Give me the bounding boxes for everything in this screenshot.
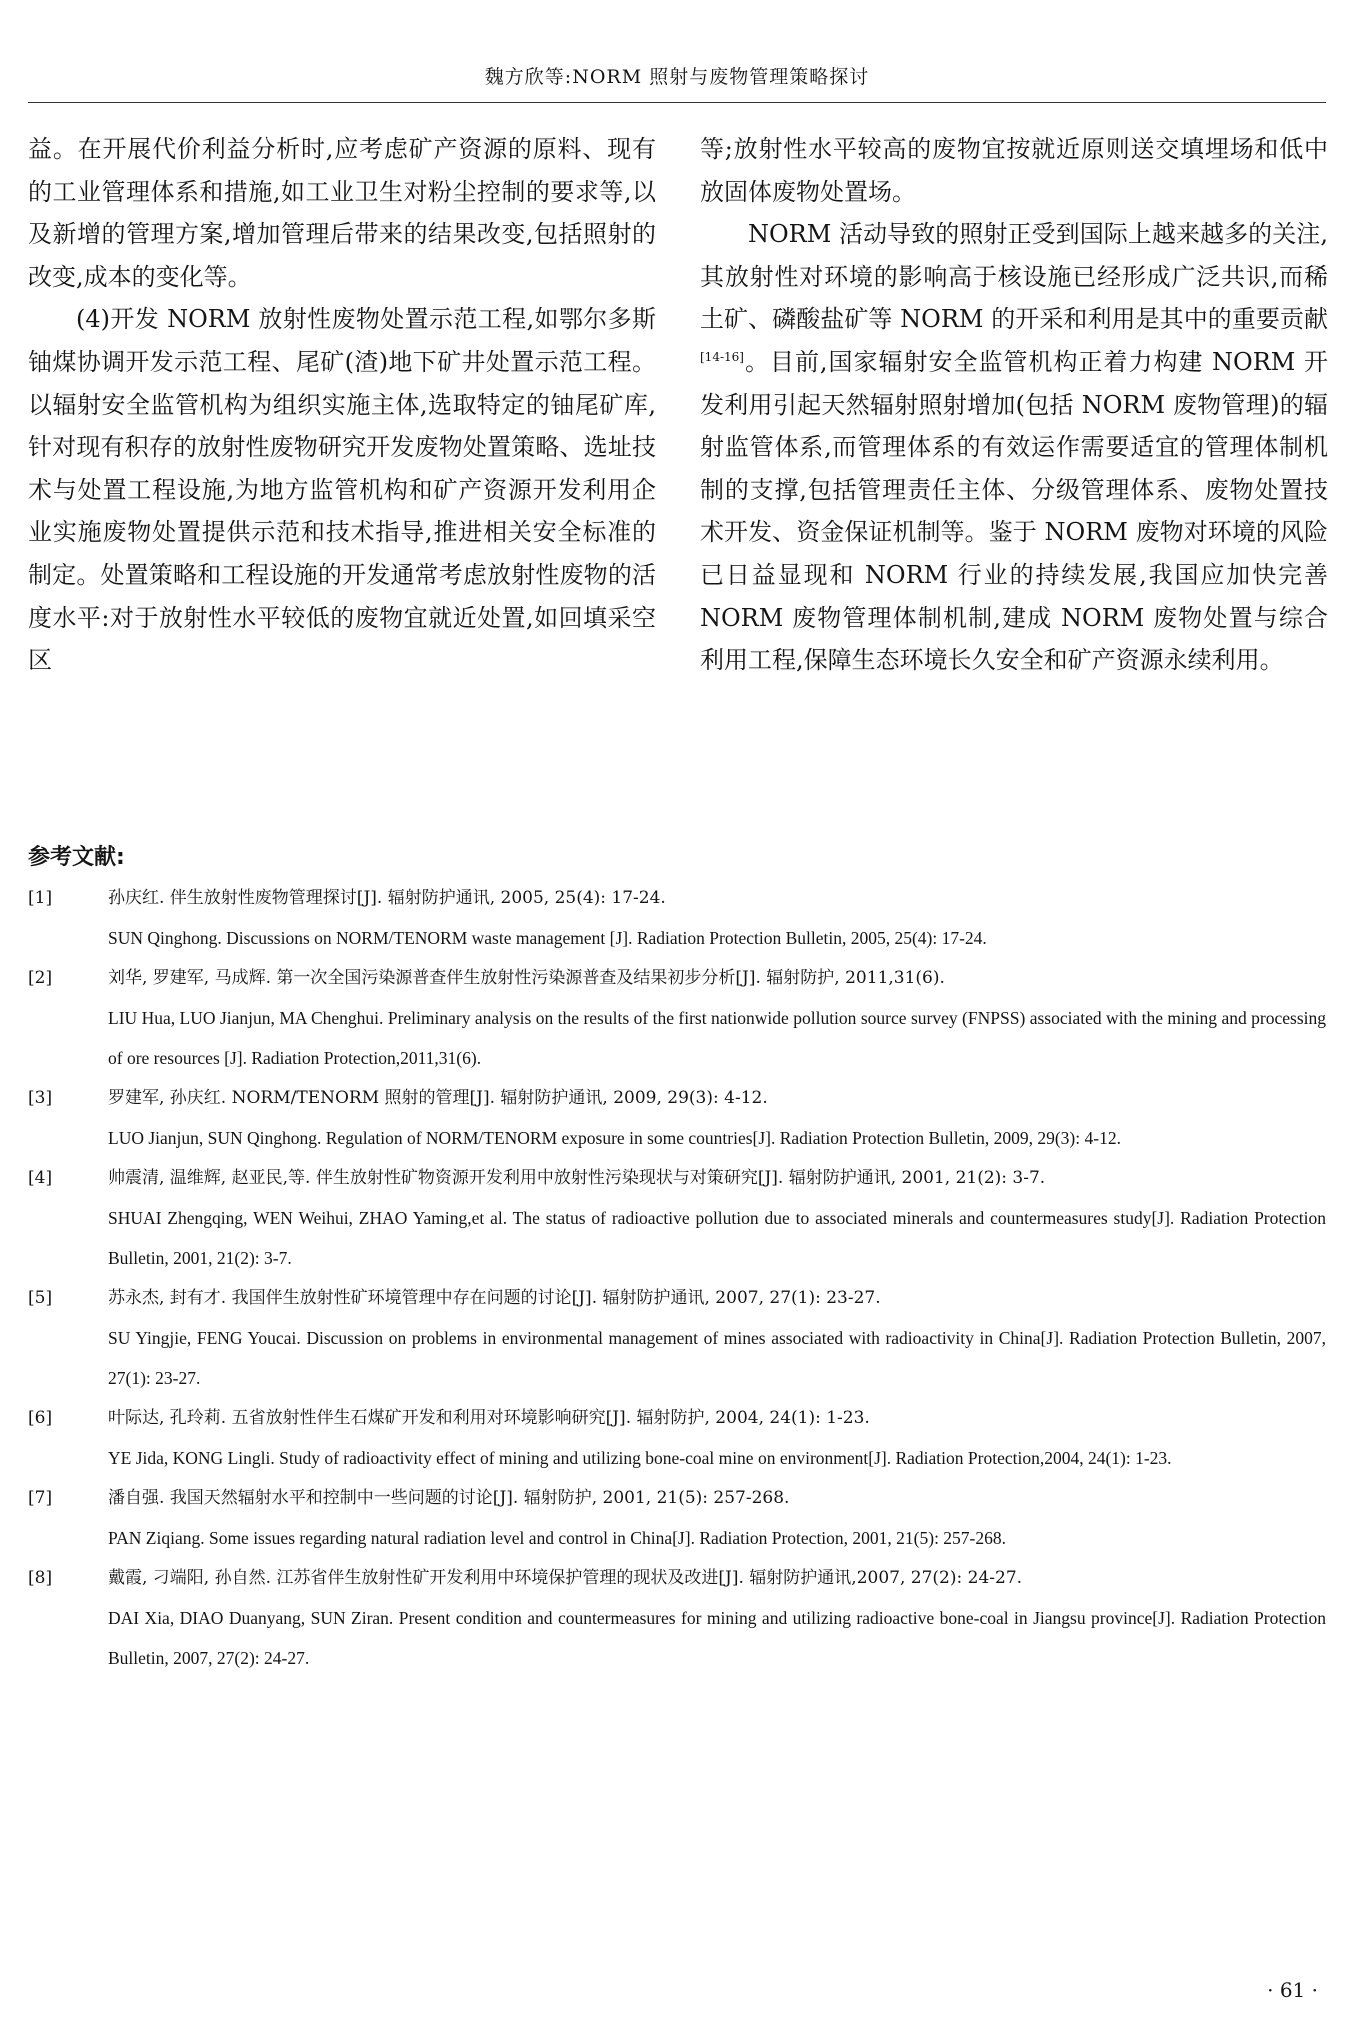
reference-cn: 叶际达, 孔玲莉. 五省放射性伴生石煤矿开发和利用对环境影响研究[J]. 辐射防护, 2004, 24(1): 1-23.: [108, 1408, 870, 1428]
reference-item: [28, 1158, 1326, 1278]
reference-cn: 罗建军, 孙庆红. NORM/TENORM 照射的管理[J]. 辐射防护通讯, 2009, 29(3): 4-12.: [108, 1088, 768, 1108]
body-paragraph: 等;放射性水平较高的废物宜按就近原则送交填埋场和低中放固体废物处置场。: [700, 135, 1328, 206]
running-header: 魏方欣等:NORM 照射与废物管理策略探讨: [484, 66, 870, 88]
reference-en: PAN Ziqiang. Some issues regarding natural radiation level and control in China[J]. Radiation Protection, 2001, 21(5): 257-268.: [108, 1528, 1007, 1548]
body-paragraph: 益。在开展代价利益分析时,应考虑矿产资源的原料、现有的工业管理体系和措施,如工业卫生对粉尘控制的要求等,以及新增的管理方案,增加管理后带来的结果改变,包括照射的改变,成本的变化等。: [28, 135, 656, 291]
reference-number: [2]: [28, 968, 53, 988]
reference-cn: 刘华, 罗建军, 马成辉. 第一次全国污染源普查伴生放射性污染源普查及结果初步分析[J]. 辐射防护, 2011,31(6).: [108, 968, 945, 988]
reference-number: [6]: [28, 1408, 53, 1428]
body-paragraph: [700, 213, 1328, 682]
body-right-column: [700, 128, 1328, 682]
reference-item: [28, 1078, 1326, 1158]
paragraph-text: 。目前,国家辐射安全监管机构正着力构建 NORM 开发利用引起天然辐射照射增加(包括 NORM 废物管理)的辐射监管体系,而管理体系的有效运作需要适宜的管理体制机制的支撑,包括管理责任主体、分级管理体系、废物处置技术开发、资金保证机制等。鉴于 NORM 废物对环境的风险已日益显现和 NORM 行业的持续发展,我国应加快完善 NORM 废物管理体制机制,建成 NORM 废物处置与综合利用工程,保障生态环境长久安全和矿产资源永续利用。: [700, 347, 1328, 675]
reference-item: [28, 878, 1326, 958]
reference-en: LIU Hua, LUO Jianjun, MA Chenghui. Preliminary analysis on the results of the first nationwide pollution source survey (FNPSS) associated with the mining and processing of ore resources [J]. Radiation Protection,2011,31(6).: [108, 1008, 1326, 1068]
page-number: · 61 ·: [1267, 1978, 1318, 2002]
reference-cn: 苏永杰, 封有才. 我国伴生放射性矿环境管理中存在问题的讨论[J]. 辐射防护通讯, 2007, 27(1): 23-27.: [108, 1288, 881, 1308]
reference-number: [7]: [28, 1488, 53, 1508]
reference-en: LUO Jianjun, SUN Qinghong. Regulation of NORM/TENORM exposure in some countries[J]. Radiation Protection Bulletin, 2009, 29(3): 4-12.: [108, 1128, 1121, 1148]
reference-number: [8]: [28, 1568, 53, 1588]
reference-cn: 潘自强. 我国天然辐射水平和控制中一些问题的讨论[J]. 辐射防护, 2001, 21(5): 257-268.: [108, 1488, 790, 1508]
references-heading: 参考文献:: [28, 845, 125, 870]
citation-mark: [14-16]: [700, 349, 744, 364]
reference-item: [28, 1398, 1326, 1478]
reference-cn: 帅震清, 温维辉, 赵亚民,等. 伴生放射性矿物资源开发利用中放射性污染现状与对策研究[J]. 辐射防护通讯, 2001, 21(2): 3-7.: [108, 1168, 1046, 1188]
reference-number: [5]: [28, 1288, 53, 1308]
reference-item: [28, 1478, 1326, 1558]
reference-en: YE Jida, KONG Lingli. Study of radioactivity effect of mining and utilizing bone-coal mine on environment[J]. Radiation Protection,2004, 24(1): 1-23.: [108, 1448, 1172, 1468]
reference-item: [28, 1558, 1326, 1678]
reference-cn: 戴霞, 刁端阳, 孙自然. 江苏省伴生放射性矿开发利用中环境保护管理的现状及改进[J]. 辐射防护通讯,2007, 27(2): 24-27.: [108, 1568, 1023, 1588]
reference-en: DAI Xia, DIAO Duanyang, SUN Ziran. Present condition and countermeasures for mining and utilizing radioactive bone-coal in Jiangsu province[J]. Radiation Protection Bulletin, 2007, 27(2): 24-27.: [108, 1608, 1326, 1668]
references-list: [28, 878, 1326, 1678]
reference-en: SHUAI Zhengqing, WEN Weihui, ZHAO Yaming,et al. The status of radioactive pollution due to associated minerals and countermeasures study[J]. Radiation Protection Bulletin, 2001, 21(2): 3-7.: [108, 1208, 1326, 1268]
reference-item: [28, 958, 1326, 1078]
reference-number: [1]: [28, 888, 53, 908]
reference-en: SU Yingjie, FENG Youcai. Discussion on problems in environmental management of mines associated with radioactivity in China[J]. Radiation Protection Bulletin, 2007, 27(1): 23-27.: [108, 1328, 1326, 1388]
reference-number: [3]: [28, 1088, 53, 1108]
reference-item: [28, 1278, 1326, 1398]
body-paragraph: (4)开发 NORM 放射性废物处置示范工程,如鄂尔多斯铀煤协调开发示范工程、尾矿(渣)地下矿井处置示范工程。以辐射安全监管机构为组织实施主体,选取特定的铀尾矿库,针对现有积存的放射性废物研究开发废物处置策略、选址技术与处置工程设施,为地方监管机构和矿产资源开发利用企业实施废物处置提供示范和技术指导,推进相关安全标准的制定。处置策略和工程设施的开发通常考虑放射性废物的活度水平:对于放射性水平较低的废物宜就近处置,如回填采空区: [28, 305, 656, 675]
reference-cn: 孙庆红. 伴生放射性废物管理探讨[J]. 辐射防护通讯, 2005, 25(4): 17-24.: [108, 888, 666, 908]
paragraph-text: NORM 活动导致的照射正受到国际上越来越多的关注,其放射性对环境的影响高于核设施已经形成广泛共识,而稀土矿、磷酸盐矿等 NORM 的开采和利用是其中的重要贡献: [700, 220, 1328, 334]
header-rule: [28, 102, 1326, 103]
body-left-column: [28, 128, 656, 682]
reference-en: SUN Qinghong. Discussions on NORM/TENORM waste management [J]. Radiation Protection Bulletin, 2005, 25(4): 17-24.: [108, 928, 987, 948]
reference-number: [4]: [28, 1168, 53, 1188]
